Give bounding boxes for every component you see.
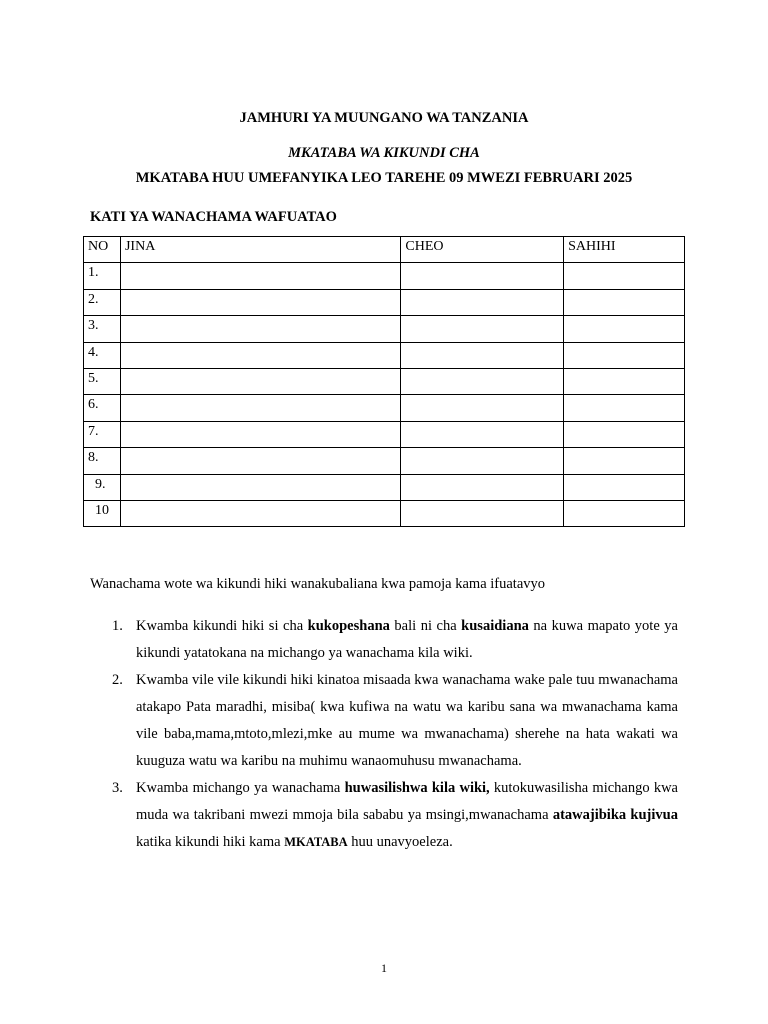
table-row (84, 395, 685, 421)
term-bold-text: huwasilishwa kila wiki, (344, 780, 490, 796)
column-header-no: NO (84, 237, 121, 263)
sahihi-cell (564, 448, 685, 474)
term-text: kutokuwasilisha michango kwa muda wa takribani mwezi mmoja bila sababu ya msingi,mwanachama (136, 780, 678, 823)
column-header-cheo: CHEO (401, 237, 564, 263)
row-number-cell: 6. (84, 395, 121, 421)
jina-cell (120, 263, 400, 289)
term-item (90, 613, 678, 667)
cheo-cell (401, 421, 564, 447)
term-bold-text: MKATABA (284, 835, 348, 849)
row-number-cell: 8. (84, 448, 121, 474)
members-table (83, 236, 685, 527)
row-number-cell: 4. (84, 342, 121, 368)
row-number-cell: 5. (84, 368, 121, 394)
jina-cell (120, 395, 400, 421)
term-text: Kwamba michango ya wanachama (136, 780, 345, 796)
cheo-cell (401, 316, 564, 342)
row-number-cell: 7. (84, 421, 121, 447)
row-number-cell: 2. (84, 289, 121, 315)
sahihi-cell (564, 289, 685, 315)
jina-cell (120, 448, 400, 474)
contract-date-line: MKATABA HUU UMEFANYIKA LEO TAREHE 09 MWEZI FEBRUARI 2025 (135, 170, 633, 186)
cheo-cell (401, 263, 564, 289)
term-bold-text: kusaidiana (461, 618, 529, 634)
term-number: 2. (112, 672, 123, 688)
jina-cell (120, 500, 400, 526)
jina-cell (120, 421, 400, 447)
term-text: huu unavyoeleza. (347, 834, 453, 850)
row-number-cell: 3. (84, 316, 121, 342)
term-item (90, 667, 678, 775)
jina-cell (120, 368, 400, 394)
table-row (84, 368, 685, 394)
table-row (84, 500, 685, 526)
term-text: Kwamba vile vile kikundi hiki kinatoa misaada kwa wanachama wake pale tuu mwanachama atakapo Pata maradhi, misiba( kwa kufiwa na watu wa karibu sana wa mwanachama kama vile baba,mama,mtoto,mlezi,mke au mume wa mwanachama) sherehe na hata wakati wa kuuguza watu wa karibu na muhimu wanaomuhusu mwanachama. (136, 672, 678, 769)
cheo-cell (401, 500, 564, 526)
sahihi-cell (564, 500, 685, 526)
jina-cell (120, 342, 400, 368)
jina-cell (120, 289, 400, 315)
term-number: 3. (112, 780, 123, 796)
table-row (84, 474, 685, 500)
sahihi-cell (564, 395, 685, 421)
sahihi-cell (564, 342, 685, 368)
term-text: na kuwa mapato yote ya kikundi yatatokana na michango ya wanachama kila wiki. (136, 618, 678, 661)
term-bold-text: kukopeshana (307, 618, 390, 634)
cheo-cell (401, 289, 564, 315)
sahihi-cell (564, 263, 685, 289)
table-row (84, 289, 685, 315)
contract-title: MKATABA WA KIKUNDI CHA (288, 145, 480, 161)
cheo-cell (401, 368, 564, 394)
row-number-cell: 1. (84, 263, 121, 289)
column-header-sahihi: SAHIHI (564, 237, 685, 263)
document-title: JAMHURI YA MUUNGANO WA TANZANIA (239, 110, 529, 126)
page-number: 1 (381, 961, 387, 975)
column-header-jina: JINA (120, 237, 400, 263)
table-row (84, 316, 685, 342)
table-header-row (84, 237, 685, 263)
term-text: Kwamba kikundi hiki si cha (136, 618, 308, 634)
sahihi-cell (564, 474, 685, 500)
members-heading: KATI YA WANACHAMA WAFUATAO (90, 209, 337, 225)
term-text: bali ni cha (389, 618, 462, 634)
table-row (84, 263, 685, 289)
sahihi-cell (564, 368, 685, 394)
sahihi-cell (564, 421, 685, 447)
jina-cell (120, 316, 400, 342)
term-number: 1. (112, 618, 123, 634)
cheo-cell (401, 395, 564, 421)
cheo-cell (401, 342, 564, 368)
sahihi-cell (564, 316, 685, 342)
jina-cell (120, 474, 400, 500)
terms-list (90, 613, 678, 856)
table-row (84, 448, 685, 474)
row-number-cell: 10 (84, 500, 121, 526)
row-number-cell: 9. (84, 474, 121, 500)
term-text: katika kikundi hiki kama (136, 834, 285, 850)
term-item (90, 775, 678, 856)
cheo-cell (401, 474, 564, 500)
table-row (84, 421, 685, 447)
table-row (84, 342, 685, 368)
agreement-intro: Wanachama wote wa kikundi hiki wanakubaliana kwa pamoja kama ifuatavyo (90, 576, 546, 592)
term-bold-text: atawajibika kujivua (552, 807, 678, 823)
cheo-cell (401, 448, 564, 474)
